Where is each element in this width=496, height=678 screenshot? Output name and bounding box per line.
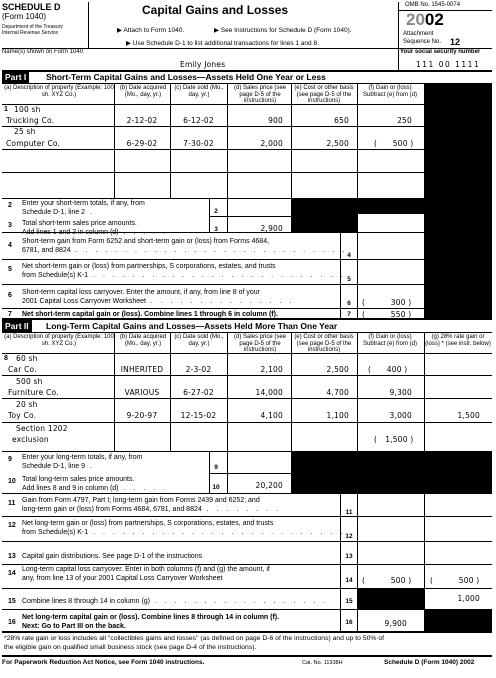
schedule-label: SCHEDULE D — [2, 2, 61, 12]
p1-row1-sales: 900 — [268, 116, 283, 125]
line-3-value: 2,900 — [260, 224, 283, 233]
p2-col-a-header: (a) Description of property (Example: 100 sh. XYZ Co.) — [4, 334, 114, 347]
part1-label: Part I — [2, 71, 29, 83]
line-14-text-1: Long-term capital loss carryover. Enter in both columns (f) and (g) the amount, if — [22, 566, 270, 573]
line-13-text: Capital gain distributions. See page D-1 of the instructions — [22, 553, 203, 560]
p2-col-d-header: (d) Sales price (see page D-5 of the instructions) — [233, 334, 287, 353]
p2-row2-acq: VARIOUS — [124, 388, 160, 397]
p2-row2-sales: 14,000 — [255, 388, 283, 397]
p2-row2-desc1: 500 sh — [16, 377, 43, 386]
p2-row4-desc2: exclusion — [12, 435, 49, 444]
dept-line-2: Internal Revenue Service — [2, 30, 59, 36]
line-11-text-1: Gain from Form 4797, Part I; long-term gain from Forms 2439 and 6252; and — [22, 497, 260, 504]
line-5-number: 5 — [8, 266, 12, 273]
line-12-text-1: Net long-term gain or (loss) from partnerships, S corporations, estates, and trusts — [22, 520, 274, 527]
line-5-box: 5 — [347, 276, 351, 283]
p2-row3-gain: 3,000 — [389, 411, 412, 420]
name-label: Name(s) shown on Form 1040 — [2, 49, 84, 55]
line-9-text-1: Enter your long-term totals, if any, from — [22, 454, 143, 461]
line-15-text: Combine lines 8 through 14 in column (g) . . . . . . . . . . . . . . . . . . — [22, 598, 329, 605]
p1-col-c-header: (c) Date sold (Mo., day, yr.) — [174, 85, 224, 98]
p2-row1-desc1: 60 sh — [16, 354, 38, 363]
line-14-number: 14 — [8, 570, 16, 577]
line-11-text-2: long-term gain or (loss) from Forms 4684, 6781, and 8824 . . . . . . . . — [22, 506, 281, 513]
p2-col-f-header: (f) Gain or (loss) Subtract (e) from (d) — [362, 334, 417, 347]
line-3-text-1: Total short-term sales price amounts. — [22, 220, 137, 227]
line-4-text-1: Short-term gain from Form 6252 and short-term gain or (loss) from Forms 4684, — [22, 238, 270, 245]
line-2-number: 2 — [8, 202, 12, 209]
p2-col-e-header: (e) Cost or other basis (see page D-5 of the instructions) — [294, 334, 354, 353]
line-6-value: ( 300 ) — [362, 298, 412, 307]
line-7-value: ( 550 ) — [362, 310, 412, 319]
p2-row3-sales: 4,100 — [260, 411, 283, 420]
l2-f-shade — [357, 199, 424, 214]
p1-col-d-header: (d) Sales price (see page D-5 of the instructions) — [233, 85, 287, 104]
line-12-text-2: from Schedule(s) K-1 . . . . . . . . . . . . . . . . . . . . . . . . . . — [22, 529, 346, 536]
line-14-value-g-num: 500 — [458, 576, 474, 585]
p1-col-b-header: (b) Date acquired (Mo., day, yr.) — [119, 85, 167, 98]
tax-year — [406, 10, 444, 30]
p1-row2-sales: 2,000 — [260, 139, 283, 148]
schedule-d-form — [2, 2, 492, 676]
p2-row3-sold: 12-15-02 — [180, 411, 217, 420]
p2-row1-gain: ( 400 ) — [368, 365, 408, 374]
p1-row2-gain-value: 500 — [392, 139, 408, 148]
line-13-number: 13 — [8, 553, 16, 560]
line-15-box: 15 — [345, 598, 353, 605]
sequence-label: Sequence No. — [403, 39, 442, 45]
line-3-text-2-label: Add lines 1 and 2 in column (d) — [22, 229, 119, 236]
p1-row2-gain: ( 500 ) — [374, 139, 414, 148]
p1-col-f-header: (f) Gain or (loss) Subtract (e) from (d) — [362, 85, 417, 98]
line-3-number: 3 — [8, 222, 12, 229]
line-4-text-2: 6781, and 8824 . . . . . . . . . . . . . . . . . . . . . . . . . . . . — [22, 247, 348, 254]
attachment-label: Attachment — [403, 31, 434, 37]
p2-row2-gain: 9,300 — [389, 388, 412, 397]
line-4-box: 4 — [347, 252, 351, 259]
p1-row2-sold: 7-30-02 — [183, 139, 214, 148]
p2-row2-cost: 4,700 — [326, 388, 349, 397]
line-5-text-1: Net short-term gain or (loss) from partnerships, S corporations, estates, and trusts — [22, 263, 276, 270]
line-14-value-f: ( 500 ) — [362, 576, 412, 585]
tax-year-suffix: 02 — [424, 10, 444, 29]
omb-number: OMB No. 1545-0074 — [405, 2, 461, 8]
line-9-text-2: Schedule D-1, line 9 . — [22, 463, 95, 470]
line-16-value: 9,900 — [384, 619, 407, 628]
footnote-line-2: the eligible gain on qualified small business stock (see page D-4 of the instructions). — [4, 644, 257, 651]
line-9-text-2-label: Schedule D-1, line 9 — [22, 463, 86, 470]
line-10-text-2: Add lines 8 and 9 in column (d) . . . . . — [22, 485, 168, 492]
part2-label: Part II — [2, 320, 32, 332]
p2-col-c-header: (c) Date sold (Mo., day, yr.) — [174, 334, 224, 347]
line-8-number: 8 — [4, 355, 8, 362]
p1-col-e-header: (e) Cost or other basis (see page D-5 of the instructions) — [294, 85, 354, 104]
line-7-number: 7 — [8, 311, 12, 318]
line-6-value-num: 300 — [390, 298, 406, 307]
line-6-box: 6 — [347, 300, 351, 307]
dept-line-1: Department of the Treasury — [2, 24, 63, 30]
line-13-box: 13 — [345, 553, 353, 560]
p2-row3-28rate: 1,500 — [457, 411, 480, 420]
line-5-text-2: from Schedule(s) K-1 . . . . . . . . . . . . . . . . . . . . . . . . . . — [22, 272, 346, 279]
form-title: Capital Gains and Losses — [142, 3, 289, 17]
line-7-value-num: 550 — [390, 310, 406, 319]
line-2-text-2-label: Schedule D-1, line 2 — [22, 209, 86, 216]
line-12-number: 12 — [8, 522, 16, 529]
line-10-text-1: Total long-term sales price amounts. — [22, 476, 135, 483]
line-11-number: 11 — [8, 500, 16, 507]
p1-row2-cost: 2,500 — [326, 139, 349, 148]
part1-title: Short-Term Capital Gains and Losses—Assets Held One Year or Less — [46, 72, 326, 82]
p2-row3-desc2: Toy Co. — [8, 411, 37, 420]
p1-row1-gain: 250 — [397, 116, 412, 125]
p1-row2-desc2: Computer Co. — [6, 139, 61, 148]
line-10-box: 10 — [212, 484, 220, 491]
ssn-label: Your social security number — [400, 49, 481, 55]
line-7-box: 7 — [347, 311, 351, 318]
line-6-text-2-label: 2001 Capital Loss Carryover Worksheet — [22, 298, 146, 305]
p2-row1-gain-value: 400 — [386, 365, 402, 374]
line-4-text-2-label: 6781, and 8824 — [22, 247, 71, 254]
line-10-number: 10 — [8, 478, 16, 485]
footer-form-id: Schedule D (Form 1040) 2002 — [384, 659, 475, 666]
line-14-text-2: any, from line 13 of your 2001 Capital Loss Carryover Worksheet — [22, 575, 223, 582]
p2-row3-cost: 1,100 — [326, 411, 349, 420]
ssn-value: 111 00 1111 — [416, 60, 481, 69]
p2-row4-gain-value: 1,500 — [385, 435, 408, 444]
line-6-text-1: Short-term capital loss carryover. Enter the amount, if any, from line 8 of your — [22, 289, 260, 296]
p2-col-b-header: (b) Date acquired (Mo., day, yr.) — [119, 334, 167, 347]
line-2-box: 2 — [214, 208, 218, 215]
p2-row1-sales: 2,100 — [260, 365, 283, 374]
tax-year-prefix: 20 — [406, 10, 425, 29]
line-12-box: 12 — [345, 533, 353, 540]
line-15-value: 1,000 — [457, 594, 480, 603]
line-11-text-2-label: long-term gain or (loss) from Forms 4684, 6781, and 8824 — [22, 506, 202, 513]
l9-10-shade-fg — [357, 452, 492, 493]
use-d1-instruction: ▶ Use Schedule D-1 to list additional transactions for lines 1 and 8. — [126, 40, 319, 47]
line-2-text-1: Enter your short-term totals, if any, from — [22, 200, 145, 207]
line-3-box: 3 — [214, 226, 218, 233]
p2-row1-acq: INHERITED — [120, 365, 164, 374]
p1-row1-acq: 2-12-02 — [126, 116, 158, 125]
line-10-text-2-label: Add lines 8 and 9 in column (d) — [22, 485, 119, 492]
l16-g-shade — [424, 610, 492, 631]
line-14-box: 14 — [345, 577, 353, 584]
line-16-text-1: Net long-term capital gain or (loss). Combine lines 8 through 14 in column (f). — [22, 614, 280, 621]
form-label: (Form 1040) — [2, 12, 47, 21]
p1-row2-desc1: 25 sh — [14, 127, 36, 136]
part2-title: Long-Term Capital Gains and Losses—Assets Held More Than One Year — [46, 321, 338, 331]
line-14-value-g: ( 500 ) — [430, 576, 480, 585]
line-11-box: 11 — [345, 509, 353, 516]
line-7-text: Net short-term capital gain or (loss). Combine lines 1 through 6 in column (f). — [22, 311, 278, 318]
p1-row1-cost: 650 — [334, 116, 349, 125]
line-9-box: 9 — [214, 464, 218, 471]
p2-row1-sold: 2-3-02 — [185, 365, 212, 374]
line-9-number: 9 — [8, 456, 12, 463]
line-16-text-2: Next: Go to Part III on the back. — [22, 623, 126, 630]
p2-row3-acq: 9-20-97 — [126, 411, 158, 420]
attach-instruction: ▶ Attach to Form 1040. — [117, 27, 185, 34]
p2-row1-cost: 2,500 — [326, 365, 349, 374]
line-15-text-label: Combine lines 8 through 14 in column (g) — [22, 598, 151, 605]
line-4-number: 4 — [8, 242, 12, 249]
p2-row2-sold: 6-27-02 — [183, 388, 214, 397]
line-1-number: 1 — [4, 106, 8, 113]
p2-row2-desc2: Furniture Co. — [8, 388, 59, 397]
line-14-value-f-num: 500 — [390, 576, 406, 585]
p1-row1-sold: 6-12-02 — [183, 116, 214, 125]
l9-10-shade — [291, 452, 357, 493]
p1-shaded-column — [424, 84, 492, 318]
line-6-number: 6 — [8, 292, 12, 299]
p1-row1-desc2: Trucking Co. — [6, 116, 55, 125]
l15-f-shade — [357, 589, 424, 609]
line-2-text-2: Schedule D-1, line 2 . — [22, 209, 95, 216]
line-15-number: 15 — [8, 598, 16, 605]
p2-row3-desc1: 20 sh — [16, 400, 38, 409]
catalog-number: Cat. No. 11338H — [302, 660, 343, 666]
taxpayer-name: Emily Jones — [180, 60, 226, 69]
line-10-value: 20,200 — [255, 481, 283, 490]
line-16-number: 16 — [8, 619, 16, 626]
line-5-text-2-label: from Schedule(s) K-1 — [22, 272, 89, 279]
line-16-box: 16 — [345, 619, 353, 626]
p2-row1-desc2: Car Co. — [8, 365, 37, 374]
footnote-line-1: *28% rate gain or loss includes all "collectibles gains and losses" (as defined on page D-6 of the instructions) and up to 50% of — [4, 635, 385, 642]
line-6-text-2: 2001 Capital Loss Carryover Worksheet . . . . . . . . . . . . . . . — [22, 298, 295, 305]
l2-3-shade — [291, 199, 357, 232]
line-3-text-2: Add lines 1 and 2 in column (d) . . . . . — [22, 229, 168, 236]
paperwork-notice: For Paperwork Reduction Act Notice, see Form 1040 instructions. — [2, 659, 205, 666]
p2-row4-desc1: Section 1202 — [16, 424, 68, 433]
p2-col-g-header: (g) 28% rate gain or (loss) * (see instr. below) — [425, 334, 491, 347]
sequence-number: 12 — [450, 37, 461, 47]
p2-row4-gain: ( 1,500 ) — [374, 435, 414, 444]
line-12-text-2-label: from Schedule(s) K-1 — [22, 529, 89, 536]
p1-col-a-header: (a) Description of property (Example: 100 sh. XYZ Co.) — [4, 85, 114, 98]
see-instructions: ▶ See Instructions for Schedule D (Form 1040). — [214, 27, 352, 34]
p1-row2-acq: 6-29-02 — [126, 139, 158, 148]
p1-row1-desc1: 100 sh — [14, 105, 41, 114]
